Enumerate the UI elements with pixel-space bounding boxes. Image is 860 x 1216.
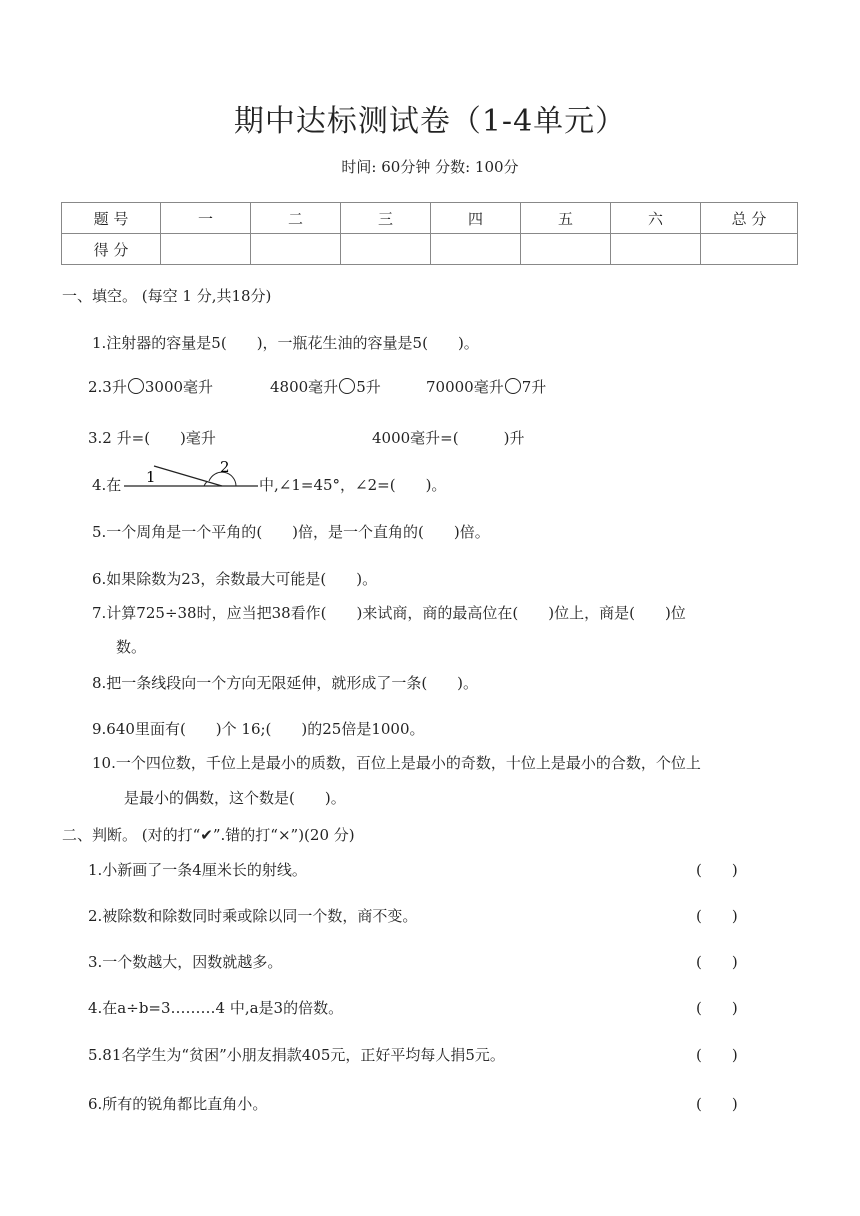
score-table-header-row <box>62 203 798 234</box>
q2b-right: 5升 <box>356 378 381 396</box>
question-2b <box>270 376 381 397</box>
compare-circle-icon[interactable] <box>128 378 144 394</box>
header-cell: 题 号 <box>62 203 161 234</box>
header-cell: 总 分 <box>701 203 798 234</box>
answer-blank[interactable]: ( ) <box>696 953 738 971</box>
score-cell[interactable] <box>521 234 611 265</box>
score-cell[interactable] <box>431 234 521 265</box>
answer-blank[interactable]: ( ) <box>696 1095 738 1113</box>
compare-circle-icon[interactable] <box>339 378 355 394</box>
judge-item: 6.所有的锐角都比直角小。 <box>88 1095 268 1113</box>
answer-blank[interactable]: ( ) <box>696 999 738 1017</box>
question-4-prefix: 4.在 <box>92 476 122 494</box>
question-6: 6.如果除数为23，余数最大可能是( )。 <box>92 570 378 588</box>
score-cell[interactable] <box>161 234 251 265</box>
q2a-left: 2.3升 <box>88 378 127 396</box>
question-1: 1.注射器的容量是5( )，一瓶花生油的容量是5( )。 <box>92 334 479 352</box>
question-5: 5.一个周角是一个平角的( )倍，是一个直角的( )倍。 <box>92 523 490 541</box>
judge-item: 5.81名学生为“贫困”小朋友捐款405元，正好平均每人捐5元。 <box>88 1046 505 1064</box>
judge-item: 4.在a÷b=3………4 中,a是3的倍数。 <box>88 999 344 1017</box>
answer-blank[interactable]: ( ) <box>696 1046 738 1064</box>
question-3a: 3.2 升=( )毫升 <box>88 429 216 447</box>
question-3b: 4000毫升=( )升 <box>372 429 525 447</box>
compare-circle-icon[interactable] <box>505 378 521 394</box>
question-2c <box>426 376 546 397</box>
section2-heading: 二、判断。 (对的打“✔”.错的打“×”)(20 分) <box>62 826 355 844</box>
score-table <box>61 202 798 265</box>
section1-heading: 一、填空。 (每空 1 分,共18分) <box>62 287 272 305</box>
header-cell: 六 <box>611 203 701 234</box>
answer-blank[interactable]: ( ) <box>696 861 738 879</box>
q2c-right: 7升 <box>521 378 547 396</box>
angle-diagram <box>124 458 260 492</box>
q2b-left: 4800毫升 <box>270 378 339 396</box>
q2c-left: 70000毫升 <box>426 378 504 396</box>
header-cell: 三 <box>341 203 431 234</box>
header-cell: 一 <box>161 203 251 234</box>
question-7-line1: 7.计算725÷38时，应当把38看作( )来试商，商的最高位在( )位上，商是( )位 <box>92 604 686 622</box>
score-cell[interactable] <box>341 234 431 265</box>
q2a-right: 3000毫升 <box>144 378 214 396</box>
angle-label-1: 1 <box>146 468 156 486</box>
angle-label-2: 2 <box>220 458 230 476</box>
question-10-line1: 10.一个四位数，千位上是最小的质数，百位上是最小的奇数，十位上是最小的合数，个位上 <box>92 754 701 772</box>
question-9: 9.640里面有( )个 16;( )的25倍是1000。 <box>92 720 425 738</box>
row-label: 得 分 <box>62 234 161 265</box>
question-2a <box>88 376 213 397</box>
judge-item: 1.小新画了一条4厘米长的射线。 <box>88 861 307 879</box>
answer-blank[interactable]: ( ) <box>696 907 738 925</box>
score-cell[interactable] <box>611 234 701 265</box>
judge-item: 3.一个数越大，因数就越多。 <box>88 953 283 971</box>
header-cell: 四 <box>431 203 521 234</box>
score-table-score-row <box>62 234 798 265</box>
question-10-line2: 是最小的偶数，这个数是( )。 <box>124 789 346 807</box>
score-cell[interactable] <box>251 234 341 265</box>
score-cell[interactable] <box>701 234 798 265</box>
page-title: 期中达标测试卷（1-4单元） <box>233 104 627 139</box>
exam-info: 时间: 60分钟 分数: 100分 <box>341 158 519 176</box>
question-8: 8.把一条线段向一个方向无限延伸，就形成了一条( )。 <box>92 674 479 692</box>
judge-item: 2.被除数和除数同时乘或除以同一个数，商不变。 <box>88 907 418 925</box>
question-4-suffix: 中,∠1=45°，∠2=( )。 <box>259 476 447 494</box>
header-cell: 二 <box>251 203 341 234</box>
question-7-line2: 数。 <box>116 638 147 656</box>
header-cell: 五 <box>521 203 611 234</box>
